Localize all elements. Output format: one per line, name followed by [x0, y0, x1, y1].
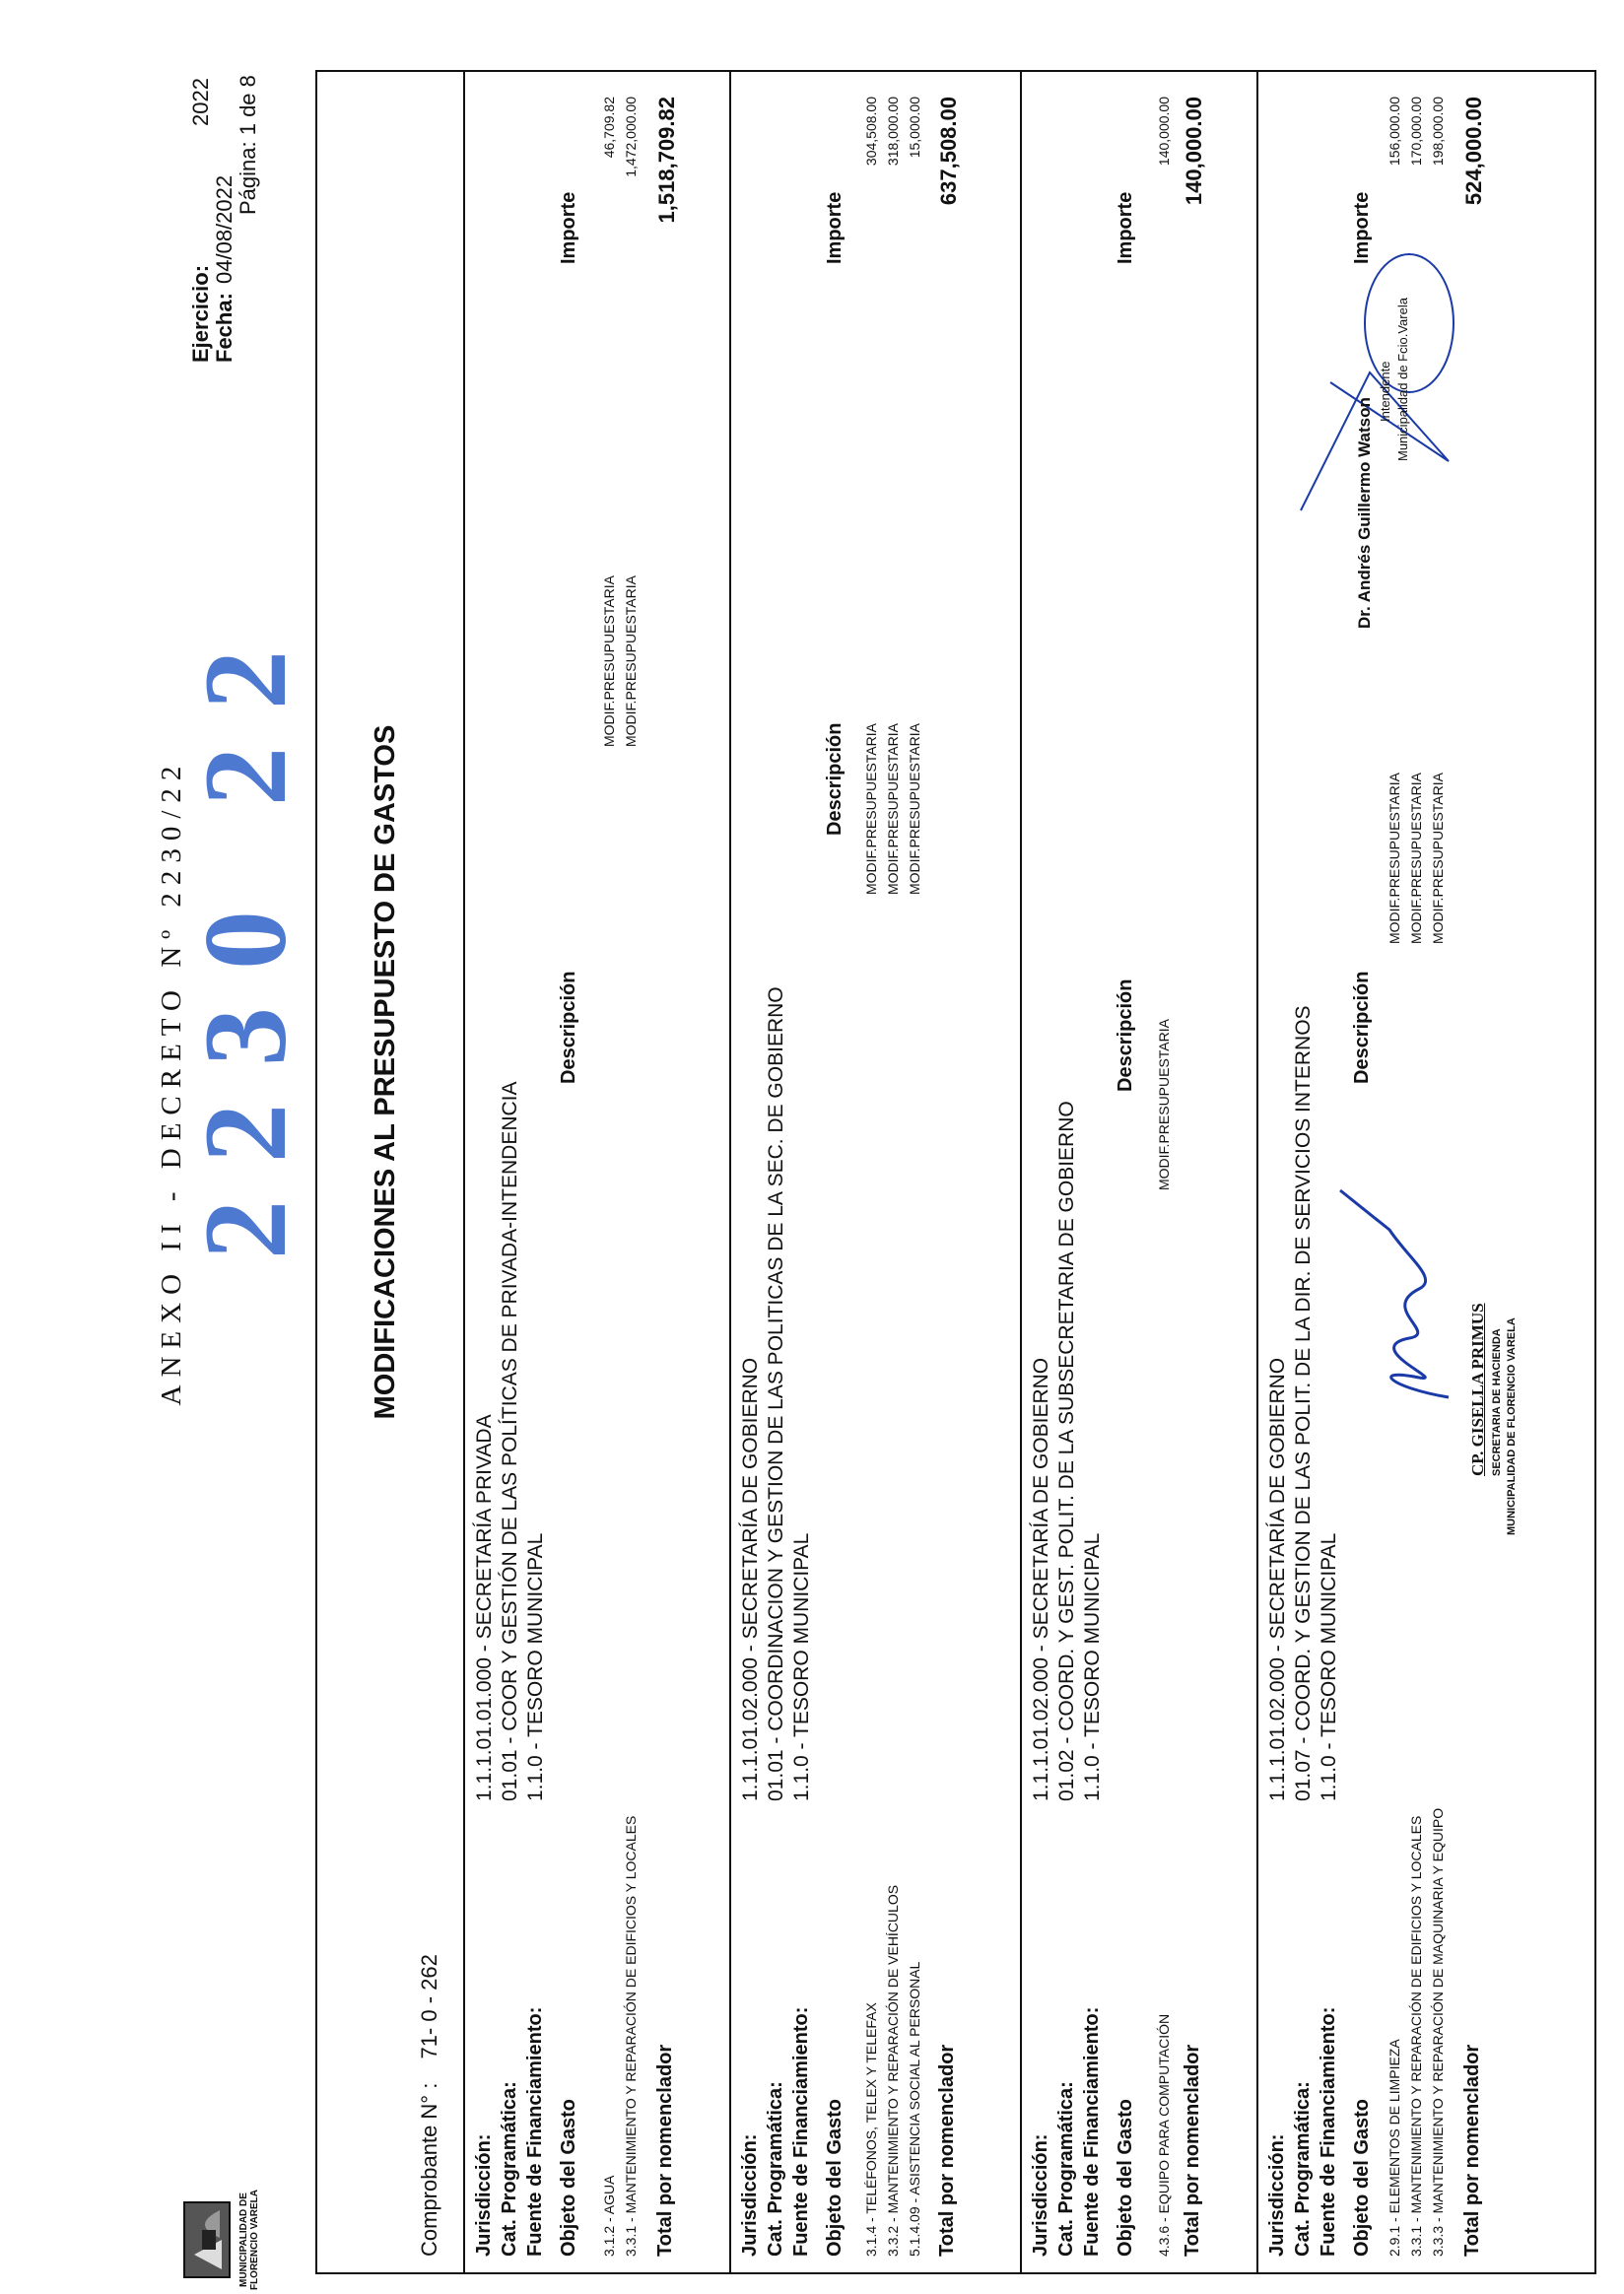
ejercicio-value: 2022: [188, 78, 213, 126]
table-row-importe: 170,000.00: [1408, 97, 1424, 167]
signature-left-org: MUNICIPALIDAD DE FLORENCIO VARELA: [1506, 1317, 1518, 1535]
fuente-value: 1.1.0 - TESORO MUNICIPAL: [1318, 1532, 1340, 1801]
cat-programatica-value: 01.01 - COOR Y GESTIÓN DE LAS POLÍTICAS DE PRIVADA-INTENDENCIA: [499, 1081, 521, 1801]
cat-programatica-label: Cat. Programática:: [1292, 2081, 1314, 2257]
importe-header: Importe: [824, 191, 846, 264]
comprobante: [417, 1954, 442, 2257]
table-row-importe: 46,709.82: [601, 97, 617, 159]
table-row-importe: 156,000.00: [1387, 97, 1402, 167]
table-row-descripcion: MODIF.PRESUPUESTARIA: [601, 575, 617, 747]
jurisdiccion-label: Jurisdicción:: [473, 2133, 495, 2257]
total-label: Total por nomenclador: [1182, 2044, 1203, 2257]
objeto-header: Objeto del Gasto: [558, 2098, 579, 2257]
table-row-objeto: 2.9.1 - ELEMENTOS DE LIMPIEZA: [1387, 2039, 1402, 2257]
total-label: Total por nomenclador: [1461, 2044, 1483, 2257]
total-value: 140,000.00: [1182, 97, 1206, 206]
total-label: Total por nomenclador: [936, 2044, 958, 2257]
total-label: Total por nomenclador: [654, 2044, 676, 2257]
table-row-objeto: 3.3.1 - MANTENIMIENTO Y REPARACIÓN DE EDIFICIOS Y LOCALES: [1408, 1815, 1424, 2257]
anexo-title: ANEXO II - DECRETO Nº 2230/22: [156, 758, 187, 1406]
importe-header: Importe: [558, 191, 579, 264]
total-value: 524,000.00: [1461, 97, 1486, 206]
municipal-shield-icon: [182, 2200, 232, 2279]
descripcion-header: Descripción: [1115, 978, 1136, 1092]
comprobante-value: 71- 0 - 262: [417, 1954, 441, 2059]
comprobante-label: Comprobante N° :: [417, 2082, 441, 2257]
jurisdiccion-label: Jurisdicción:: [1266, 2133, 1288, 2257]
table-row-objeto: 3.1.2 - AGUA: [601, 2175, 617, 2257]
table-row-objeto: 5.1.4.09 - ASISTENCIA SOCIAL AL PERSONAL: [907, 1961, 922, 2257]
decree-number-stamp: 2230 22: [179, 613, 310, 1259]
cat-programatica-value: 01.07 - COORD. Y GESTION DE LAS POLIT. DE LA DIR. DE SERVICIOS INTERNOS: [1292, 1005, 1315, 1801]
table-row-descripcion: MODIF.PRESUPUESTARIA: [863, 723, 879, 895]
section-divider: [729, 70, 731, 2274]
signature-right-org: Municipalidad de Fcio.Varela: [1395, 298, 1410, 461]
signature-left-role: SECRETARIA DE HACIENDA: [1491, 1328, 1503, 1476]
section-divider: [1020, 70, 1022, 2274]
objeto-header: Objeto del Gasto: [824, 2098, 846, 2257]
importe-header: Importe: [1115, 191, 1136, 264]
table-row-objeto: 3.3.2 - MANTENIMIENTO Y REPARACIÓN DE VEHÍCULOS: [885, 1884, 901, 2257]
table-row-objeto: 3.3.1 - MANTENIMIENTO Y REPARACIÓN DE EDIFICIOS Y LOCALES: [623, 1815, 639, 2257]
fuente-label: Fuente de Financiamiento:: [524, 2006, 546, 2257]
fuente-value: 1.1.0 - TESORO MUNICIPAL: [790, 1532, 813, 1801]
signature-right-name: Dr. Andrés Guillermo Watson: [1355, 397, 1374, 629]
section-divider: [463, 70, 465, 2274]
table-row-descripcion: MODIF.PRESUPUESTARIA: [885, 723, 901, 895]
section-divider: [1256, 70, 1258, 2274]
objeto-header: Objeto del Gasto: [1115, 2098, 1136, 2257]
cat-programatica-value: 01.02 - COORD. Y GEST. POLIT. DE LA SUBSECRETARIA DE GOBIERNO: [1055, 1101, 1078, 1801]
municipality-label: MUNICIPALIDAD DE FLORENCIO VARELA: [238, 2189, 260, 2291]
table-row-importe: 140,000.00: [1156, 97, 1172, 167]
fuente-label: Fuente de Financiamiento:: [790, 2006, 812, 2257]
cat-programatica-value: 01.01 - COORDINACION Y GESTION DE LAS POLITICAS DE LA SEC. DE GOBIERNO: [765, 986, 787, 1801]
table-row-objeto: 3.3.3 - MANTENIMIENTO Y REPARACIÓN DE MAQUINARIA Y EQUIPO: [1430, 1807, 1446, 2257]
table-row-objeto: 4.3.6 - EQUIPO PARA COMPUTACIÓN: [1156, 2013, 1172, 2257]
fecha-label: Fecha:: [212, 293, 237, 363]
table-row-descripcion: MODIF.PRESUPUESTARIA: [907, 723, 922, 895]
signature-left-name: CP. GISELLA PRIMUS: [1468, 1303, 1487, 1476]
importe-header: Importe: [1351, 191, 1373, 264]
cat-programatica-label: Cat. Programática:: [765, 2081, 786, 2257]
fuente-label: Fuente de Financiamiento:: [1081, 2006, 1103, 2257]
table-row-importe: 1,472,000.00: [623, 97, 639, 177]
table-row-descripcion: MODIF.PRESUPUESTARIA: [623, 575, 639, 747]
table-row-descripcion: MODIF.PRESUPUESTARIA: [1156, 1019, 1172, 1190]
jurisdiccion-value: 1.1.1.01.02.000 - SECRETARÍA DE GOBIERNO: [1030, 1357, 1052, 1801]
table-row-importe: 15,000.00: [907, 97, 922, 159]
ejercicio-label: Ejercicio:: [188, 264, 213, 363]
page-title: MODIFICACIONES AL PRESUPUESTO DE GASTOS: [370, 724, 401, 1420]
cat-programatica-label: Cat. Programática:: [499, 2081, 520, 2257]
table-row-importe: 318,000.00: [885, 97, 901, 167]
descripcion-header: Descripción: [824, 722, 846, 836]
fecha-value: 04/08/2022: [212, 174, 237, 284]
signature-right-role: Intendente: [1378, 361, 1392, 422]
signature-left-scribble: [1330, 1171, 1468, 1427]
fuente-value: 1.1.0 - TESORO MUNICIPAL: [1081, 1532, 1104, 1801]
jurisdiccion-label: Jurisdicción:: [1030, 2133, 1051, 2257]
table-row-objeto: 3.1.4 - TELÉFONOS, TELEX Y TELEFAX: [863, 2002, 879, 2257]
table-row-importe: 304,508.00: [863, 97, 879, 167]
fuente-value: 1.1.0 - TESORO MUNICIPAL: [524, 1532, 547, 1801]
cat-programatica-label: Cat. Programática:: [1055, 2081, 1077, 2257]
jurisdiccion-value: 1.1.1.01.02.000 - SECRETARÍA DE GOBIERNO: [1266, 1357, 1289, 1801]
total-value: 637,508.00: [936, 97, 961, 206]
jurisdiccion-value: 1.1.1.01.02.000 - SECRETARÍA DE GOBIERNO: [739, 1357, 762, 1801]
fuente-label: Fuente de Financiamiento:: [1318, 2006, 1339, 2257]
page-number: Página: 1 de 8: [236, 75, 260, 215]
jurisdiccion-label: Jurisdicción:: [739, 2133, 761, 2257]
objeto-header: Objeto del Gasto: [1351, 2098, 1373, 2257]
descripcion-header: Descripción: [558, 971, 579, 1084]
table-row-descripcion: MODIF.PRESUPUESTARIA: [1430, 773, 1446, 944]
descripcion-header: Descripción: [1351, 971, 1373, 1084]
total-value: 1,518,709.82: [654, 97, 679, 224]
jurisdiccion-value: 1.1.1.01.01.000 - SECRETARÍA PRIVADA: [473, 1414, 496, 1801]
table-row-descripcion: MODIF.PRESUPUESTARIA: [1408, 773, 1424, 944]
table-row-importe: 198,000.00: [1430, 97, 1446, 167]
table-row-descripcion: MODIF.PRESUPUESTARIA: [1387, 773, 1402, 944]
